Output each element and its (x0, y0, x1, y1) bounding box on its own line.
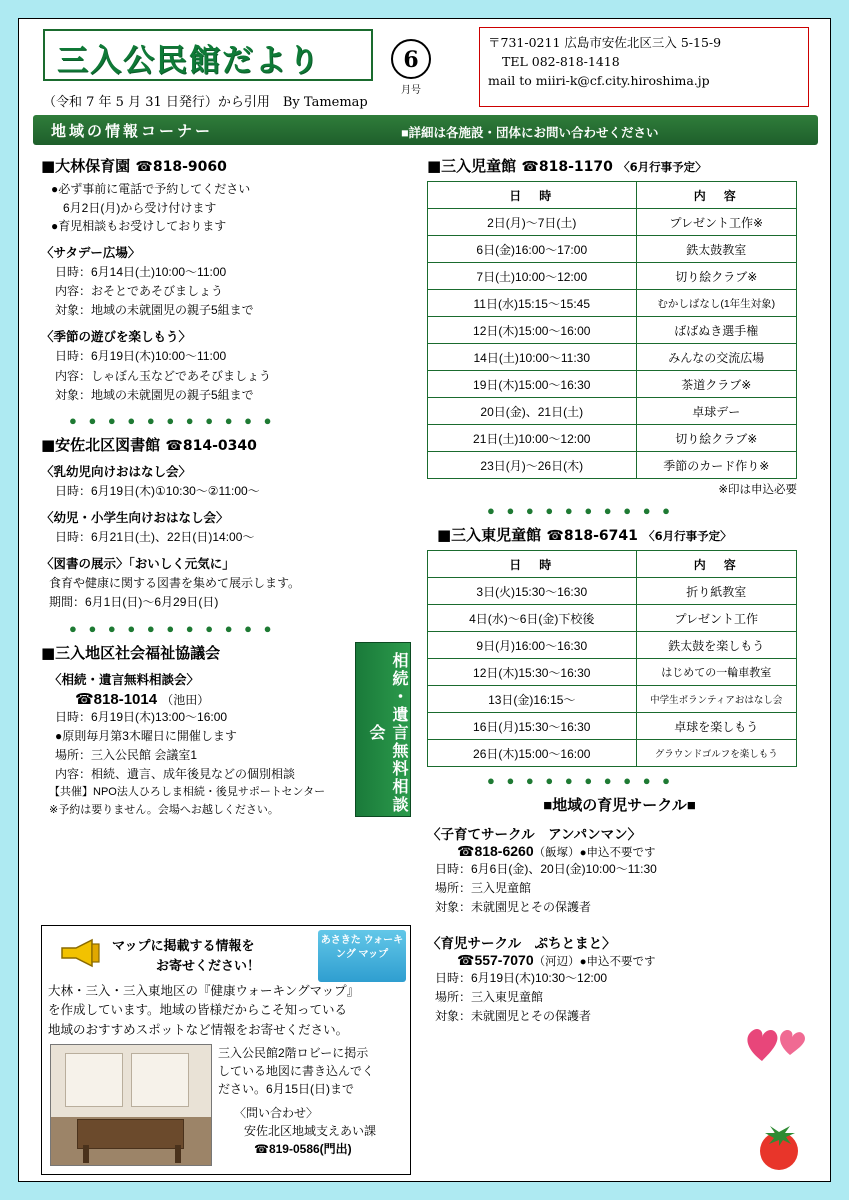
photo-panel-left (65, 1053, 123, 1107)
page-title: 三入公民館だより (57, 43, 321, 79)
cell-content: 折り紙教室 (636, 578, 796, 605)
band-right-label: ■詳細は各施設・団体にお問い合わせください (401, 126, 659, 140)
cell-content: 切り絵クラブ※ (636, 425, 796, 452)
circle-2-title: 〈育児サークル ぷちとまと〉 (427, 935, 616, 951)
issue-number: 6 (391, 39, 431, 79)
table-row (428, 263, 797, 290)
circle-2-tel: ☎557-7070 (457, 951, 534, 968)
cell-content: ばばぬき選手権 (636, 317, 796, 344)
band-left-label: 地域の情報コーナー (51, 123, 214, 140)
obayashi-block-2-line-3: 対象：地域の未就園児の親子5組まで (55, 387, 254, 402)
higashi-title: ■三入東児童館 (437, 526, 542, 544)
lobby-photo (50, 1044, 212, 1166)
library-block-2-title: 〈幼児・小学生向けおはなし会〉 (41, 511, 229, 526)
table-header-row (428, 551, 797, 578)
cell-date: 21日(土)10:00～12:00 (428, 425, 637, 452)
circle-1-line-1: 日時：6月6日(金)、20日(金)10:00～11:30 (435, 862, 657, 876)
photo-table (77, 1119, 184, 1149)
cell-content: 鉄太鼓教室 (636, 236, 796, 263)
welfare-tel: ☎818-1014 (75, 690, 158, 708)
cell-date: 20日(金)、21日(土) (428, 398, 637, 425)
table-row (428, 713, 797, 740)
obayashi-tel: ☎818-9060 (135, 159, 227, 175)
cell-date: 26日(木)15:00～16:00 (428, 740, 637, 767)
higashi-tel: ☎818-6741 (546, 528, 638, 544)
library-block-1-title: 〈乳幼児向けおはなし会〉 (41, 464, 192, 479)
walking-map-right (218, 1044, 406, 1158)
library-tel: ☎814-0340 (165, 437, 257, 454)
table-row (428, 290, 797, 317)
walking-map-body-2: を作成しています。地域の皆様だからこそ知っている (48, 1003, 348, 1018)
table-row (428, 209, 797, 236)
circle-2-line-1: 日時：6月19日(木)10:30～12:00 (435, 970, 608, 985)
higashi-th-1: 日 時 (428, 551, 637, 578)
table-row (428, 371, 797, 398)
welfare-subtitle: 〈相続・遺言無料相談会〉 (49, 672, 200, 687)
cell-date: 16日(月)15:30～16:30 (428, 713, 637, 740)
cell-date: 9日(月)16:00～16:30 (428, 632, 637, 659)
circle-1-title: 〈子育てサークル アンパンマン〉 (427, 827, 642, 842)
welfare-footer-2: ※予約は要りません。会場へお越しください。 (49, 804, 279, 816)
higashi-schedule-table (427, 550, 797, 767)
higashi-heading (437, 524, 812, 545)
section-band (33, 115, 818, 145)
cell-date: 7日(土)10:00～12:00 (428, 263, 637, 290)
circle-1-line-3: 対象：未就園児とその保護者 (435, 900, 592, 915)
circle-1-tel-row (457, 843, 812, 860)
hearts-icon (742, 1019, 812, 1063)
table-row (428, 605, 797, 632)
address-line-3: mail to miiri-k@cf.city.hiroshima.jp (488, 72, 710, 88)
cell-date: 13日(金)16:15～ (428, 686, 637, 713)
obayashi-bullet-3: ●育児相談もお受けしております (51, 219, 227, 234)
walking-map-logo: あさきた ウォーキング マップ (318, 930, 406, 982)
library-heading (41, 434, 411, 455)
welfare-line-4: 内容：相続、遺言、成年後見などの個別相談 (55, 767, 296, 782)
cell-content: はじめての一輪車教室 (636, 659, 796, 686)
cell-date: 12日(木)15:30～16:30 (428, 659, 637, 686)
circles-heading: ■地域の育児サークル■ (543, 797, 696, 814)
circle-1-tel-person: （飯塚） (533, 847, 580, 859)
obayashi-block-1-line-1: 日時：6月14日(土)10:00～11:00 (55, 264, 227, 279)
cell-date: 14日(土)10:00～11:30 (428, 344, 637, 371)
divider-dots-1: ● ● ● ● ● ● ● ● ● ● ● (69, 412, 276, 428)
cell-date: 2日(月)～7日(土) (428, 209, 637, 236)
obayashi-title: ■大林保育園 (41, 157, 131, 175)
walking-map-contact-1: 安佐北区地域支えあい課 (244, 1124, 377, 1138)
jidoukan-footnote: ※印は申込必要 (718, 484, 797, 496)
circle-2-line-3: 対象：未就園児とその保護者 (435, 1008, 592, 1023)
divider-dots-2: ● ● ● ● ● ● ● ● ● ● ● (69, 620, 276, 636)
cell-date: 4日(水)～6日(金)下校後 (428, 605, 637, 632)
walking-map-heading-2: お寄せください！ (156, 957, 261, 973)
library-title: ■安佐北区図書館 (41, 435, 161, 454)
publish-date: （令和 7 年 5 月 31 日発行）から引用 By Tamemap (43, 95, 368, 110)
library-block-3-title: 〈図書の展示〉「おいしく元気に」 (41, 557, 235, 572)
welfare-footer-1: 【共催】NPO法人ひろしま相続・後見サポートセンター (49, 786, 326, 799)
cell-content: 切り絵クラブ※ (636, 263, 796, 290)
obayashi-block-2-title: 〈季節の遊びを楽しもう〉 (41, 330, 192, 345)
jidoukan-schedule-table (427, 181, 797, 479)
library-block-3-line-1: 食育や健康に関する図書を集めて展示します。 (49, 576, 301, 591)
obayashi-heading (41, 155, 411, 176)
address-box (479, 27, 809, 107)
jidoukan-th-1: 日 時 (428, 182, 637, 209)
walking-map-contact-title: 〈問い合わせ〉 (234, 1106, 319, 1120)
obayashi-block-1-line-3: 対象：地域の未就園児の親子5組まで (55, 303, 254, 318)
cell-content: 季節のカード作り※ (636, 452, 796, 479)
table-row (428, 686, 797, 713)
divider-dots-3: ● ● ● ● ● ● ● ● ● ● (487, 503, 675, 518)
cell-content: 卓球デー (636, 398, 796, 425)
walking-map-heading-1: マップに掲載する情報を (112, 938, 255, 953)
cell-content: グラウンドゴルフを楽しもう (636, 740, 796, 767)
circle-item-2 (427, 932, 812, 1027)
obayashi-block-2-line-2: 内容：しゃぼん玉などであそびましょう (55, 368, 272, 383)
walking-map-heading (112, 936, 260, 975)
photo-table-leg-right (175, 1145, 181, 1163)
jidoukan-tel: ☎818-1170 (521, 159, 613, 175)
masthead (19, 19, 830, 110)
welfare-banner: 相続・遺言無料相談会 (355, 642, 411, 817)
jidoukan-note: 〈6月行事予定〉 (618, 160, 707, 174)
issue-sub-label: 月号 (401, 85, 421, 96)
cell-content: むかしばなし(1年生対象) (636, 290, 796, 317)
higashi-note: 〈6月行事予定〉 (643, 529, 732, 543)
library-block-1-line-1: 日時：6月19日(木)①10:30～②11:00～ (55, 483, 260, 498)
photo-panel-right (131, 1053, 189, 1107)
jidoukan-title: ■三入児童館 (427, 157, 517, 175)
table-row (428, 236, 797, 263)
table-row (428, 659, 797, 686)
jidoukan-th-2: 内 容 (636, 182, 796, 209)
library-block-2-line-1: 日時：6月21日(土)、22日(日)14:00～ (55, 530, 255, 545)
welfare-heading: ■三入地区社会福祉協議会 (41, 643, 221, 662)
address-line-1: 〒731-0211 広島市安佐北区三入 5-15-9 (488, 35, 722, 50)
table-row (428, 578, 797, 605)
megaphone-icon (58, 938, 104, 968)
right-column (427, 155, 812, 1026)
welfare-section (41, 642, 411, 824)
table-row (428, 632, 797, 659)
cell-date: 12日(木)15:00～16:00 (428, 317, 637, 344)
cell-date: 3日(火)15:30～16:30 (428, 578, 637, 605)
obayashi-bullet-2: 6月2日(月)から受け付けます (51, 200, 217, 215)
photo-table-leg-left (83, 1145, 89, 1163)
tomato-icon (750, 1115, 808, 1173)
welfare-line-3: 場所：三入公民館 会議室1 (55, 748, 198, 763)
cell-date: 11日(水)15:15～15:45 (428, 290, 637, 317)
welfare-line-1: 日時：6月19日(木)13:00～16:00 (55, 709, 228, 724)
left-column (41, 155, 411, 824)
circle-2-apply: ●申込不要です (579, 955, 656, 968)
cell-content: 茶道クラブ※ (636, 371, 796, 398)
cell-content: 卓球を楽しもう (636, 713, 796, 740)
walking-map-body-1: 大林・三入・三入東地区の『健康ウォーキングマップ』 (48, 984, 360, 998)
circle-2-tel-row (457, 952, 812, 969)
obayashi-bullet-1: ●必ず事前に電話で予約してください (51, 182, 251, 196)
cell-date: 6日(金)16:00～17:00 (428, 236, 637, 263)
table-row (428, 344, 797, 371)
circle-2-tel-person: （河辺） (533, 955, 580, 968)
cell-content: 鉄太鼓を楽しもう (636, 632, 796, 659)
higashi-th-2: 内 容 (636, 551, 796, 578)
cell-content: みんなの交流広場 (636, 344, 796, 371)
circle-2-line-2: 場所：三入東児童館 (435, 989, 544, 1004)
table-row (428, 740, 797, 767)
walking-map-body (48, 982, 404, 1040)
table-row (428, 317, 797, 344)
welfare-tel-person: （池田） (161, 692, 210, 707)
cell-date: 23日(月)～26日(木) (428, 452, 637, 479)
cell-content: プレゼント工作 (636, 605, 796, 632)
newsletter-page (18, 18, 831, 1182)
cell-date: 19日(木)15:00～16:30 (428, 371, 637, 398)
address-line-2: TEL 082-818-1418 (502, 53, 620, 69)
obayashi-block-1-title: 〈サタデー広場〉 (41, 245, 141, 260)
table-header-row (428, 182, 797, 209)
table-row (428, 398, 797, 425)
table-row (428, 425, 797, 452)
walking-map-contact-2: ☎819-0586(門出) (254, 1142, 352, 1156)
circle-1-tel: ☎818-6260 (457, 843, 534, 859)
divider-dots-4: ● ● ● ● ● ● ● ● ● ● (487, 773, 675, 788)
circle-1-apply: ●申込不要です (579, 847, 656, 859)
walking-map-body-3: 地域のおすすめスポットなど情報をお寄せください。 (48, 1022, 349, 1037)
obayashi-block-1-line-2: 内容：おそとであそびましょう (55, 283, 224, 298)
library-block-3-line-2: 期間：6月1日(日)～6月29日(日) (49, 595, 219, 610)
cell-content: プレゼント工作※ (636, 209, 796, 236)
obayashi-block-2-line-1: 日時：6月19日(木)10:00～11:00 (55, 349, 227, 364)
circle-item-1 (427, 823, 812, 918)
walking-map-right-1: 三入公民館2階ロビーに掲示 (218, 1046, 369, 1060)
walking-map-right-2: している地図に書き込んでく (218, 1064, 375, 1078)
table-row (428, 452, 797, 479)
cell-content: 中学生ボランティアおはなし会 (636, 686, 796, 713)
jidoukan-heading (427, 155, 812, 176)
circle-1-line-2: 場所：三入児童館 (435, 881, 532, 896)
walking-map-box (41, 925, 411, 1175)
welfare-line-2: ●原則毎月第3木曜日に開催します (55, 728, 237, 743)
walking-map-right-3: ださい。6月15日(日)まで (218, 1082, 355, 1096)
